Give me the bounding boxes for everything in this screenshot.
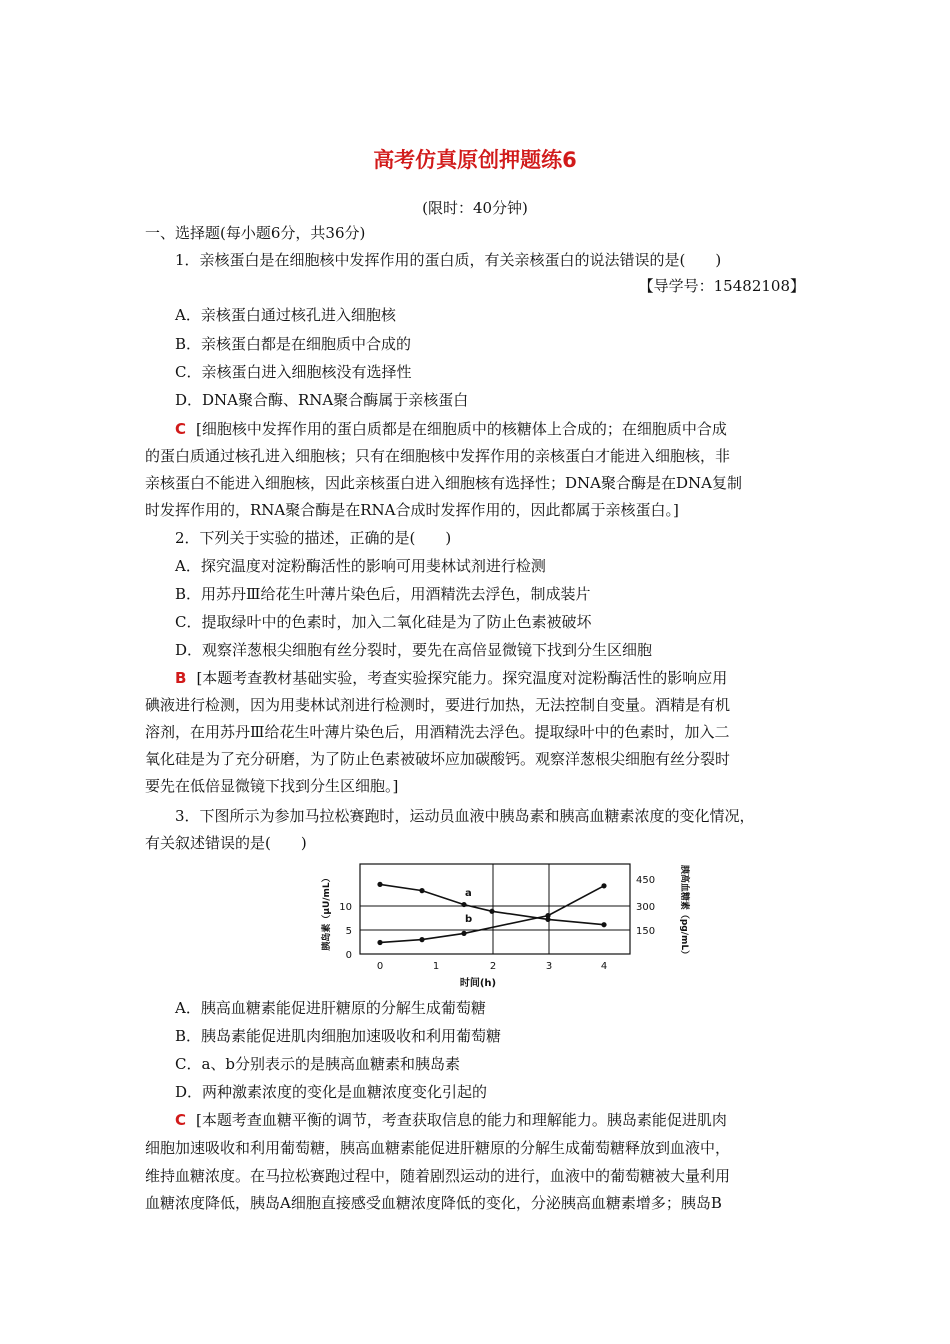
q3-explanation-line: 维持血糖浓度。在马拉松赛跑过程中，随着剧烈运动的进行，血液中的葡萄糖被大量利用 bbox=[145, 1167, 731, 1185]
q3-option-d: D．两种激素浓度的变化是血糖浓度变化引起的 bbox=[175, 1083, 488, 1101]
q1-guide-number: 【导学号：15482108】 bbox=[638, 277, 805, 295]
data-points bbox=[377, 882, 606, 945]
series-a-point bbox=[377, 882, 382, 887]
q1-stem: 1．亲核蛋白是在细胞核中发挥作用的蛋白质，有关亲核蛋白的说法错误的是( ) bbox=[175, 251, 722, 269]
q2-explanation-line: 要先在低倍显微镜下找到分生区细胞。] bbox=[145, 777, 399, 795]
series-a-point bbox=[489, 909, 494, 914]
q1-option-a: A．亲核蛋白通过核孔进入细胞核 bbox=[175, 306, 396, 324]
x-tick: 2 bbox=[489, 961, 497, 972]
y-right-tick: 450 bbox=[636, 875, 656, 886]
q3-option-b: B．胰岛素能促进肌肉细胞加速吸收和利用葡萄糖 bbox=[175, 1027, 502, 1045]
page-title: 高考仿真原创押题练6 bbox=[373, 148, 577, 172]
series-b-line bbox=[380, 886, 604, 943]
q3-stem: 有关叙述错误的是( ) bbox=[145, 834, 307, 852]
q2-explanation-line: 溶剂，在用苏丹Ⅲ给花生叶薄片染色后，用酒精洗去浮色。提取绿叶中的色素时，加入二 bbox=[145, 723, 730, 741]
y-right-tick: 300 bbox=[636, 902, 656, 913]
q2-explanation-line: B [本题考查教材基础实验，考查实验探究能力。探究温度对淀粉酶活性的影响应用 bbox=[175, 669, 728, 687]
hormone-chart bbox=[318, 858, 698, 993]
y-right-tick: 150 bbox=[636, 926, 656, 937]
y-left-tick: 10 bbox=[339, 902, 352, 913]
q2-option-b: B．用苏丹Ⅲ给花生叶薄片染色后，用酒精洗去浮色，制成装片 bbox=[175, 585, 591, 603]
series-b-point bbox=[377, 940, 382, 945]
q1-answer: C bbox=[175, 420, 187, 438]
q2-option-a: A．探究温度对淀粉酶活性的影响可用斐林试剂进行检测 bbox=[175, 557, 546, 575]
q2-option-d: D．观察洋葱根尖细胞有丝分裂时，要先在高倍显微镜下找到分生区细胞 bbox=[175, 641, 653, 659]
q1-option-c: C．亲核蛋白进入细胞核没有选择性 bbox=[175, 363, 412, 381]
q1-option-b: B．亲核蛋白都是在细胞质中合成的 bbox=[175, 335, 412, 353]
q1-option-d: D．DNA聚合酶、RNA聚合酶属于亲核蛋白 bbox=[175, 391, 469, 409]
q1-explanation-line: 的蛋白质通过核孔进入细胞核；只有在细胞核中发挥作用的亲核蛋白才能进入细胞核，非 bbox=[145, 447, 731, 465]
series-a-label: a bbox=[465, 888, 472, 899]
q3-explanation-line: C [本题考查血糖平衡的调节，考查获取信息的能力和理解能力。胰岛素能促进肌肉 bbox=[175, 1111, 727, 1129]
q2-explanation-line: 碘液进行检测，因为用斐林试剂进行检测时，要进行加热，无法控制自变量。酒精是有机 bbox=[145, 696, 731, 714]
x-tick: 3 bbox=[545, 961, 553, 972]
time-limit: (限时：40分钟) bbox=[422, 199, 528, 217]
series-b-point bbox=[461, 931, 466, 936]
q2-option-c: C．提取绿叶中的色素时，加入二氧化硅是为了防止色素被破坏 bbox=[175, 613, 592, 631]
q2-stem: 2．下列关于实验的描述，正确的是( ) bbox=[175, 529, 452, 547]
q2-answer: B bbox=[175, 669, 187, 687]
series-a-point bbox=[419, 888, 424, 893]
y-right-axis-label: 胰高血糖素（pg/mL） bbox=[679, 864, 689, 960]
q1-explanation-line: C [细胞核中发挥作用的蛋白质都是在细胞质中的核糖体上合成的；在细胞质中合成 bbox=[175, 420, 727, 438]
series-b-point bbox=[545, 913, 550, 918]
section-heading: 一、选择题(每小题6分，共36分) bbox=[145, 224, 366, 242]
y-left-tick: 0 bbox=[345, 950, 352, 961]
x-tick: 1 bbox=[432, 961, 440, 972]
q2-explanation-line: 氧化硅是为了充分研磨，为了防止色素被破坏应加碳酸钙。观察洋葱根尖细胞有丝分裂时 bbox=[145, 750, 731, 768]
q3-explanation-line: 细胞加速吸收和利用葡萄糖，胰高血糖素能促进肝糖原的分解生成葡萄糖释放到血液中， bbox=[145, 1139, 731, 1157]
y-left-tick: 5 bbox=[345, 926, 352, 937]
series-b-point bbox=[601, 883, 606, 888]
series-b-label: b bbox=[465, 914, 473, 925]
x-axis-label: 时间(h) bbox=[459, 978, 497, 989]
x-tick: 0 bbox=[376, 961, 384, 972]
y-left-axis-label: 胰岛素（μU/mL） bbox=[322, 873, 332, 951]
q3-option-a: A．胰高血糖素能促进肝糖原的分解生成葡萄糖 bbox=[175, 999, 486, 1017]
q3-stem: 3．下图所示为参加马拉松赛跑时，运动员血液中胰岛素和胰高血糖素浓度的变化情况， bbox=[175, 807, 755, 825]
q3-answer: C bbox=[175, 1111, 187, 1129]
q3-explanation-line: 血糖浓度降低，胰岛A细胞直接感受血糖浓度降低的变化，分泌胰高血糖素增多；胰岛B bbox=[145, 1194, 722, 1212]
series-a-point bbox=[461, 902, 466, 907]
x-tick: 4 bbox=[600, 961, 608, 972]
q1-explanation-line: 亲核蛋白不能进入细胞核，因此亲核蛋白进入细胞核有选择性；DNA聚合酶是在DNA复制 bbox=[145, 474, 742, 492]
q3-option-c: C．a、b分别表示的是胰高血糖素和胰岛素 bbox=[175, 1055, 461, 1073]
series-b-point bbox=[419, 937, 424, 942]
series-a-point bbox=[601, 922, 606, 927]
q1-explanation-line: 时发挥作用的，RNA聚合酶是在RNA合成时发挥作用的，因此都属于亲核蛋白。] bbox=[145, 501, 679, 519]
